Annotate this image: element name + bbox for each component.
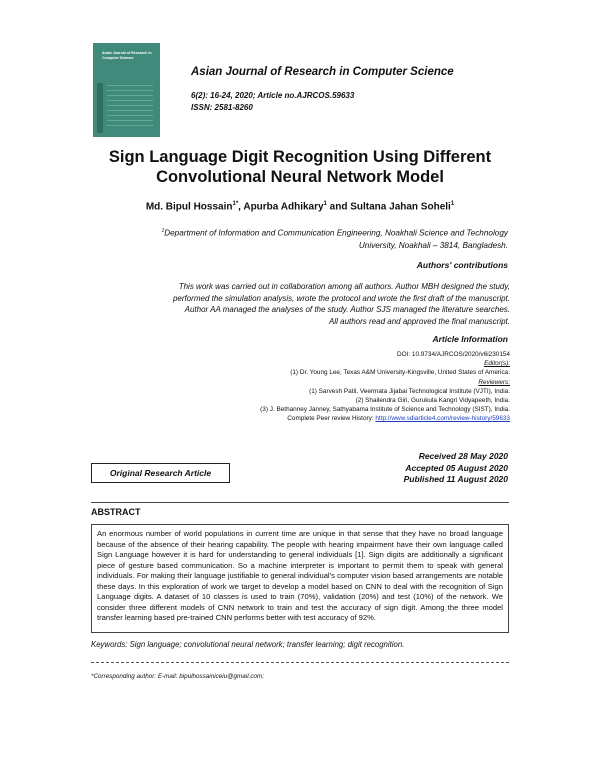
cover-band	[97, 83, 103, 133]
affiliation-line1: Department of Information and Communication Engineering, Noakhali Science and Technology	[164, 228, 508, 238]
reviewers-label: Reviewers:	[478, 378, 510, 386]
article-info	[200, 350, 510, 424]
reviewer-entry: (2) Shailendra Giri, Gurukula Kangri Vidyapeeth, India.	[355, 397, 510, 405]
publication-dates	[404, 451, 508, 486]
contributions-line: All authors read and approved the final manuscript.	[329, 316, 510, 326]
paper-title	[60, 147, 540, 187]
author-sup: 1	[450, 201, 455, 207]
contributions-line: performed the simulation analysis, wrote the protocol and wrote the first draft of the manuscript.	[172, 293, 510, 303]
paper-title-line1: Sign Language Digit Recognition Using Different	[108, 148, 492, 166]
cover-title: Asian Journal of Research in Computer Science	[102, 51, 152, 60]
paper-title-line2: Convolutional Neural Network Model	[156, 168, 444, 186]
reviewer-entry: (1) Sarvesh Patil, Veermata Jijabai Technological Institute (VJTI), India.	[309, 387, 510, 395]
journal-issue: 6(2): 16-24, 2020; Article no.AJRCOS.59633	[191, 91, 355, 100]
article-info-heading: Article Information	[432, 334, 508, 344]
published-date: Published 11 August 2020	[403, 474, 508, 484]
footnote-divider	[91, 662, 509, 663]
reviewer-entry: (3) J. Bethanney Janney, Sathyabama Institute of Science and Technology (SIST), India.	[260, 406, 510, 414]
affiliation-sup: 1	[161, 228, 165, 234]
author-sup: 1	[323, 201, 327, 207]
contributions-text	[100, 281, 510, 327]
author-name: Md. Bipul Hossain	[145, 201, 233, 213]
editors-label: Editor(s):	[484, 360, 510, 368]
author-separator: and	[326, 201, 351, 213]
corresponding-author: *Corresponding author: E-mail: bipulhossainiceiu@gmail.com;	[91, 673, 264, 680]
affiliation	[100, 225, 508, 252]
journal-name: Asian Journal of Research in Computer Science	[191, 66, 454, 78]
journal-issn: ISSN: 2581-8260	[191, 103, 253, 112]
abstract-text: An enormous number of world populations in current time are unique in that sense that they have no broad language because of the absence of their hearing capability. The people with hearing impairment have their own language called Sign Language however it is hard for understanding to general individuals [1]. Sign digits are additionally a significant piece of gesture based communication. So a machine interpreter is important to permit them to speak with general individuals. For making their language justifiable to general individual's computer vision based arrangements are notable these days. In this exploration of work we target to develop a model based on CNN to deal with the recognition of Sign Language digits. A dataset of 10 classes is used to train (70%), validation (20%) and test (10%) of the network. We consider three different models of CNN network to train and test the accuracy of sign digit. Among the three model transfer learning based pre-trained CNN performs better with test accuracy of 92%.	[91, 524, 509, 633]
author-name: Sultana Jahan Soheli	[350, 201, 451, 213]
received-date: Received 28 May 2020	[418, 451, 508, 461]
author-sup: 1*	[232, 201, 239, 207]
author-list	[60, 201, 540, 212]
article-type-box: Original Research Article	[91, 463, 230, 483]
doi: DOI: 10.9734/AJRCOS/2020/v6i230154	[397, 351, 510, 358]
keywords: Keywords: Sign language; convolutional neural network; transfer learning; digit recognition.	[91, 640, 405, 649]
editor-entry: (1) Dr. Young Lee, Texas A&M University-Kingsville, United States of America.	[290, 369, 510, 377]
affiliation-line2: University, Noakhali – 3814, Bangladesh.	[358, 240, 508, 250]
contributions-line: Author AA managed the analyses of the study. Author SJS managed the literature searches.	[184, 305, 510, 314]
contributions-line: This work was carried out in collaboration among all authors. Author MBH designed the study,	[178, 282, 510, 291]
review-history-link[interactable]: http://www.sdiarticle4.com/review-history/59633	[375, 415, 510, 423]
author-name: Apurba Adhikary	[243, 201, 324, 213]
journal-cover-image	[93, 43, 160, 137]
abstract-heading: ABSTRACT	[91, 507, 141, 517]
abstract-divider	[91, 502, 509, 503]
contributions-heading: Authors' contributions	[416, 260, 508, 270]
cover-text-lines	[107, 85, 153, 129]
author-separator: ,	[238, 201, 244, 213]
accepted-date: Accepted 05 August 2020	[405, 462, 508, 473]
history-label: Complete Peer review History:	[287, 415, 376, 423]
